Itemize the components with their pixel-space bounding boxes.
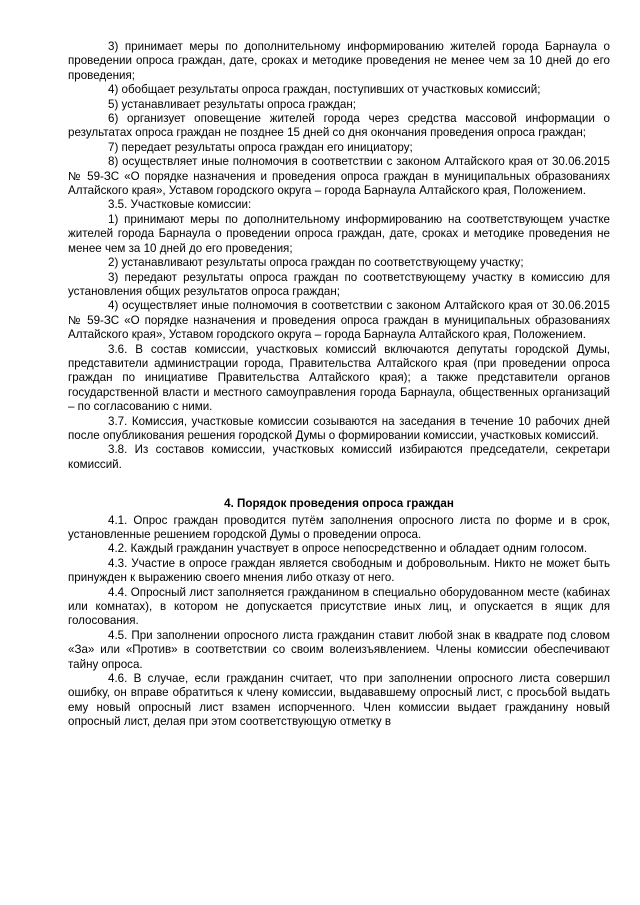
paragraph-3-4-item-4: 4) обобщает результаты опроса граждан, поступивших от участковых комиссий; — [108, 83, 541, 97]
paragraph-3-4-item-8: 8) осуществляет иные полномочия в соответствии с законом Алтайского края от 30.06.2015 № 59-ЗС «О порядке назначения и проведения опроса граждан в муниципальных образованиях Алтайского края», Уставом городского округа – города Барнаула Алтайского края, Положением. — [68, 155, 610, 198]
paragraph-4-2: 4.2. Каждый гражданин участвует в опросе непосредственно и обладает одним голосом. — [108, 542, 588, 556]
paragraph-3-8: 3.8. Из составов комиссии, участковых комиссий избираются председатели, секретари комиссий. — [68, 443, 610, 471]
paragraph-4-1: 4.1. Опрос граждан проводится путём заполнения опросного листа по форме и в срок, установленные решением городской Думы о проведении опроса. — [68, 513, 610, 541]
paragraph-3-5-title: 3.5. Участковые комиссии: — [108, 198, 252, 212]
paragraph-3-5-item-3: 3) передают результаты опроса граждан по соответствующему участку в комиссию для установления общих результатов опроса граждан; — [68, 270, 610, 298]
paragraph-3-4-item-5: 5) устанавливает результаты опроса граждан; — [108, 97, 356, 111]
paragraph-4-3: 4.3. Участие в опросе граждан является свободным и добровольным. Никто не может быть принужден к выражению своего мнения либо отказу от него. — [68, 556, 610, 585]
paragraph-4-6: 4.6. В случае, если гражданин считает, что при заполнении опросного листа совершил ошибку, он вправе обратиться к члену комиссии, выдававшему опросный лист, с просьбой выдать ему новый опросный лист взамен испорченного. Член комиссии выдает гражданину новый опросный лист, делая при этом соответствующую отметку в — [68, 672, 610, 729]
paragraph-3-6: 3.6. В состав комиссии, участковых комиссий включаются депутаты городской Думы, представители администрации города, Правительства Алтайского края (при проведении опроса граждан по инициативе Правительства Алтайского края); а также представители органов государственной власти и местного самоуправления города Барнаула, общественных организаций – по согласованию с ними. — [68, 342, 610, 414]
paragraph-3-5-item-1: 1) принимают меры по дополнительному информированию на соответствующем участке жителей города Барнаула о проведении опроса граждан, дате, сроках и методике проведения не менее чем за 10 дней до его проведения; — [68, 212, 610, 255]
paragraph-4-4: 4.4. Опросный лист заполняется гражданином в специально оборудованном месте (кабинах или комнатах), в котором не допускается присутствие иных лиц, и опускается в ящик для голосования. — [68, 585, 610, 628]
paragraph-4-5: 4.5. При заполнении опросного листа гражданин ставит любой знак в квадрате под словом «За» или «Против» в соответствии со своим волеизъявлением. Члены комиссии обеспечивают тайну опроса. — [68, 628, 610, 671]
document-page — [68, 40, 610, 730]
paragraph-3-4-item-3: 3) принимает меры по дополнительному информированию жителей города Барнаула о проведении опроса граждан, дате, сроках и методике проведения не менее чем за 10 дней до его проведения; — [68, 40, 610, 82]
paragraph-3-7: 3.7. Комиссия, участковые комиссии созываются на заседания в течение 10 рабочих дней после опубликования решения городской Думы о формировании комиссии, участковых комиссий. — [68, 414, 610, 442]
paragraph-3-5-item-2: 2) устанавливают результаты опроса граждан по соответствующему участку; — [108, 256, 524, 270]
section-4-heading: 4. Порядок проведения опроса граждан — [224, 497, 454, 511]
paragraph-3-4-item-7: 7) передает результаты опроса граждан его инициатору; — [108, 140, 413, 154]
paragraph-3-4-item-6: 6) организует оповещение жителей города через средства массовой информации о результатах опроса граждан не позднее 15 дней со дня окончания проведения опроса граждан; — [68, 112, 610, 140]
paragraph-3-5-item-4: 4) осуществляет иные полномочия в соответствии с законом Алтайского края от 30.06.2015 № 59-ЗС «О порядке назначения и проведения опроса граждан в муниципальных образованиях Алтайского края», Уставом городского округа – города Барнаула Алтайского края, Положением. — [68, 299, 610, 342]
